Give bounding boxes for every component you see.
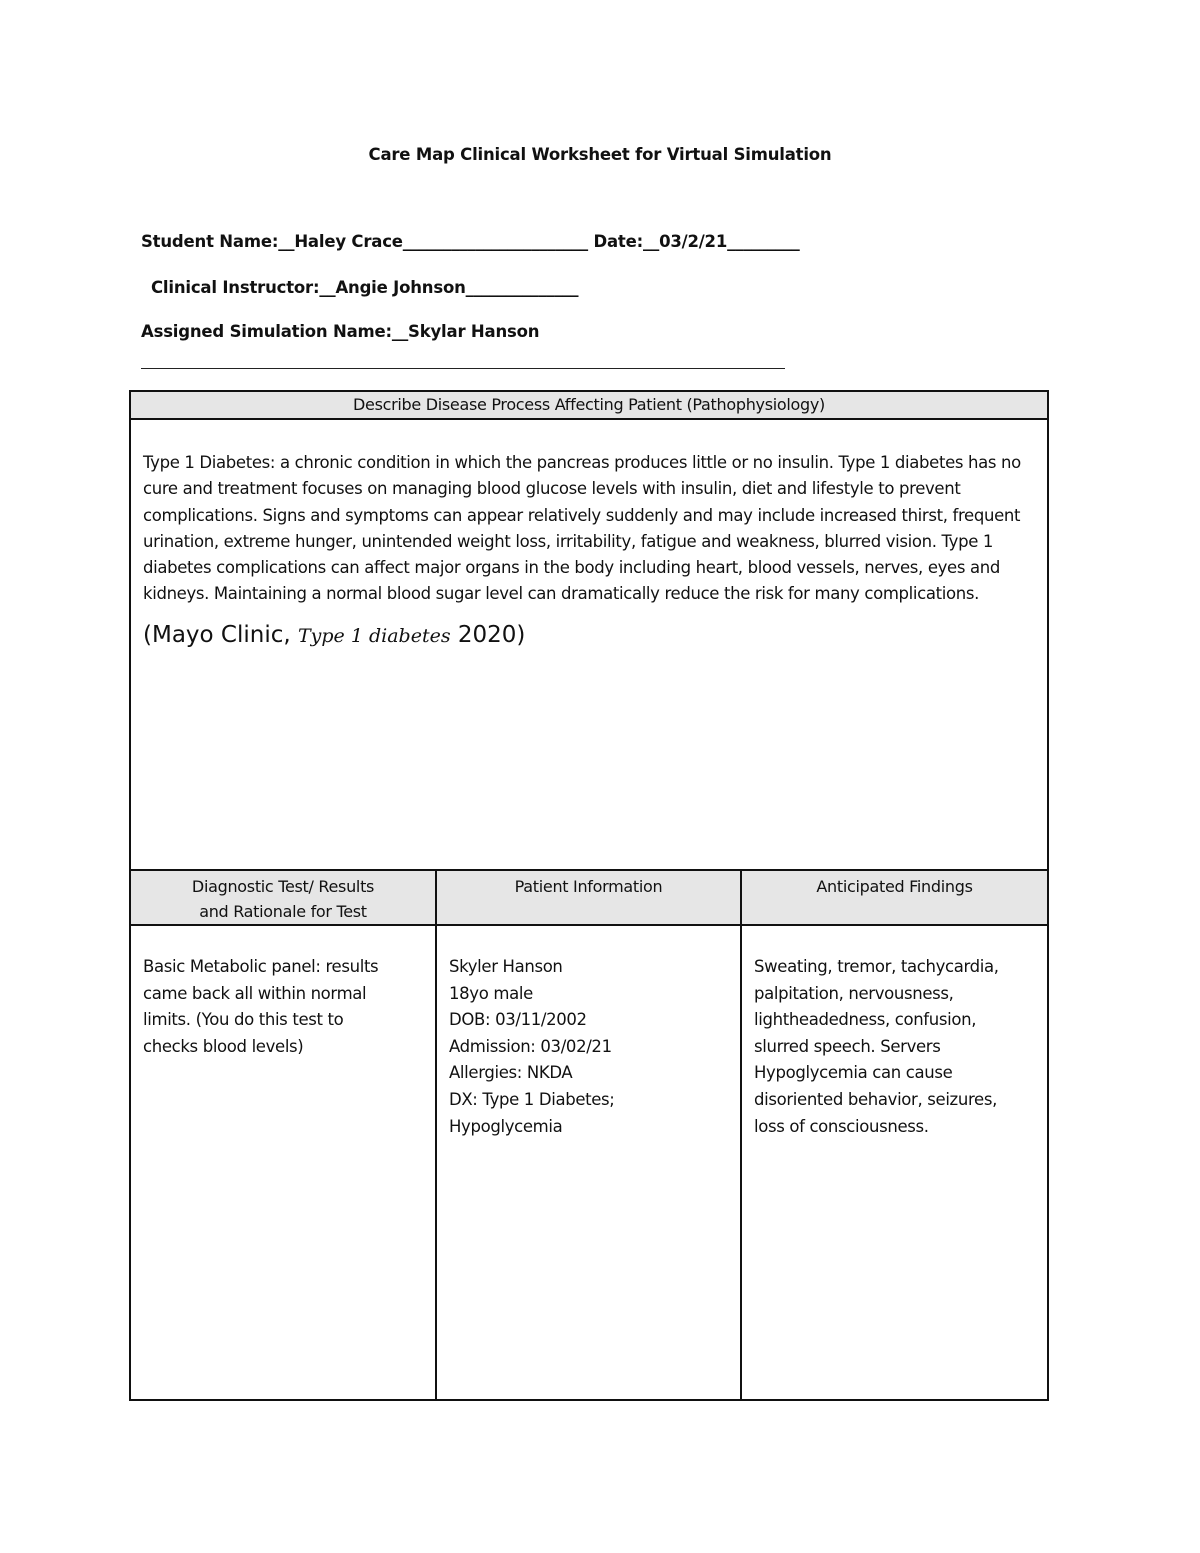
patient-info-header: Patient Information (436, 870, 741, 925)
anticipated-findings-line: lightheadedness, confusion, (754, 1010, 977, 1030)
anticipated-findings-line: palpitation, nervousness, (754, 983, 954, 1003)
diagnostic-line: checks blood levels) (143, 1036, 304, 1056)
patient-info-line: Hypoglycemia (449, 1116, 563, 1136)
care-map-table (129, 390, 1049, 1401)
anticipated-findings-line: disoriented behavior, seizures, (754, 1089, 997, 1109)
citation (143, 622, 1035, 649)
diagnostic-cell (130, 925, 436, 1400)
anticipated-findings-line: Sweating, tremor, tachycardia, (754, 957, 999, 976)
anticipated-findings-cell (741, 925, 1048, 1400)
patient-info-cell (436, 925, 741, 1400)
patient-info-line: Admission: 03/02/21 (449, 1036, 612, 1056)
diagnostic-header-line1: Diagnostic Test/ Results (191, 877, 375, 896)
patient-info-line: Skyler Hanson (449, 957, 563, 976)
anticipated-findings-line: loss of consciousness. (754, 1116, 929, 1136)
citation-title: Type 1 diabetes (297, 624, 451, 647)
simulation-name-line: Assigned Simulation Name:__Skylar Hanson (141, 322, 540, 341)
citation-suffix: 2020) (450, 621, 526, 648)
clinical-instructor-line: Clinical Instructor:__Angie Johnson______________ (151, 278, 579, 297)
pathophysiology-cell (130, 419, 1048, 870)
pathophysiology-header: Describe Disease Process Affecting Patient (Pathophysiology) (130, 391, 1048, 419)
signature-underline (141, 368, 785, 369)
anticipated-findings-line: Hypoglycemia can cause (754, 1063, 953, 1083)
pathophysiology-text: Type 1 Diabetes: a chronic condition in which the pancreas produces little or no insulin. Type 1 diabetes has no cure and treatment focuses on managing blood glucose levels with insulin, diet and lifestyle to prevent complications. Signs and symptoms can appear relatively suddenly and may include increased thirst, frequent urination, extreme hunger, unintended weight loss, irritability, fatigue and weakness, blurred vision. Type 1 diabetes complications can affect major organs in the body including heart, blood vessels, nerves, eyes and kidneys. Maintaining a normal blood sugar level can dramatically reduce the risk for many complications. (143, 453, 1021, 604)
anticipated-findings-header: Anticipated Findings (741, 870, 1048, 925)
patient-info-line: Allergies: NKDA (449, 1063, 573, 1083)
anticipated-findings-line: slurred speech. Servers (754, 1036, 941, 1056)
document-title: Care Map Clinical Worksheet for Virtual Simulation (368, 145, 832, 164)
diagnostic-line: limits. (You do this test to (143, 1010, 344, 1030)
diagnostic-line: came back all within normal (143, 983, 367, 1003)
diagnostic-line: Basic Metabolic panel: results (143, 957, 379, 976)
patient-info-line: DOB: 03/11/2002 (449, 1010, 587, 1030)
student-name-date-line: Student Name:__Haley Crace_______________________ Date:__03/2/21_________ (141, 232, 800, 251)
patient-info-line: DX: Type 1 Diabetes; (449, 1089, 615, 1109)
citation-prefix: (Mayo Clinic, (143, 621, 298, 648)
diagnostic-header-line2: and Rationale for Test (199, 902, 367, 921)
diagnostic-header (130, 870, 436, 925)
patient-info-line: 18yo male (449, 983, 533, 1003)
